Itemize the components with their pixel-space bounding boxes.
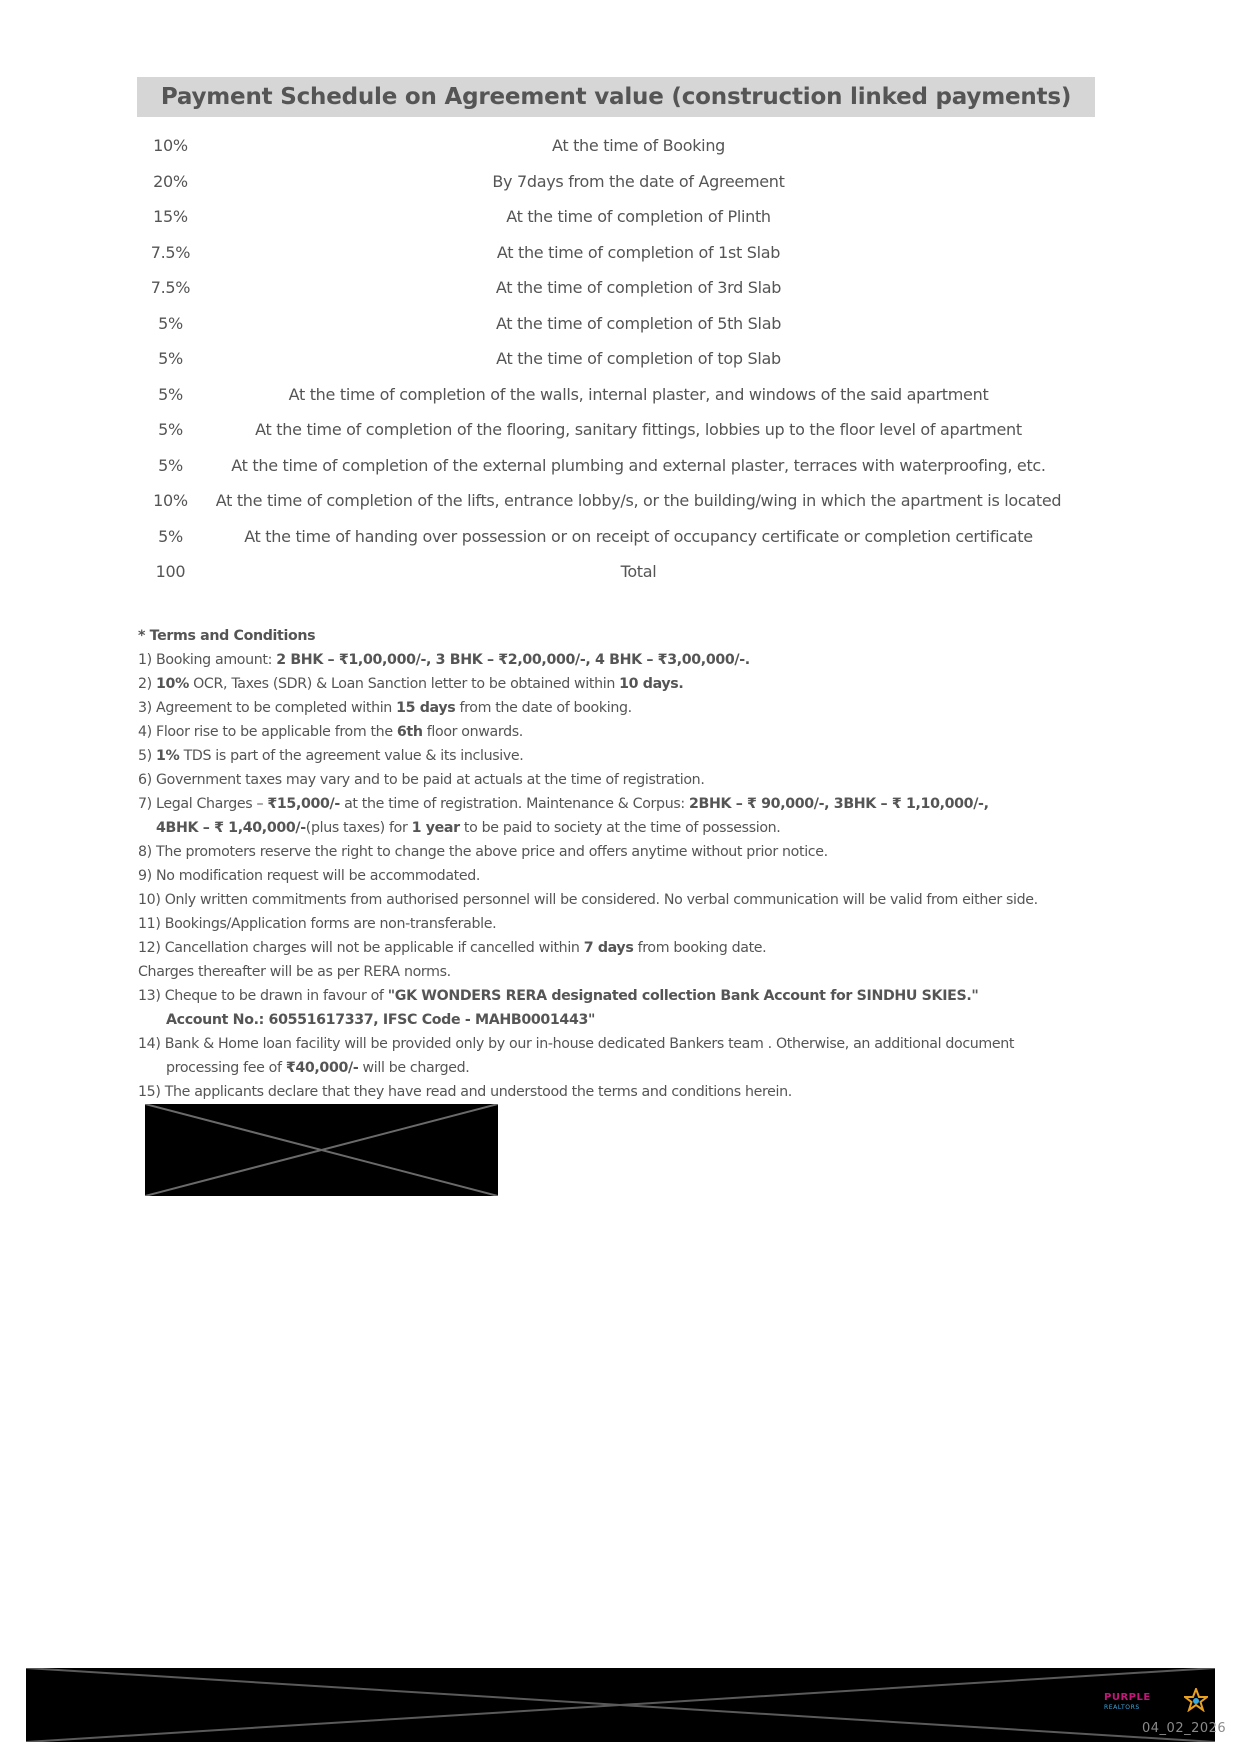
term-5-num: 5) — [138, 748, 157, 764]
cross-placeholder-icon — [145, 1104, 498, 1196]
schedule-percent: 15% — [153, 207, 188, 227]
schedule-description: At the time of completion of the walls, internal plaster, and windows of the said apartment — [288, 384, 989, 404]
term-7-text-end: to be paid to society at the time of possession. — [459, 820, 781, 836]
schedule-row — [137, 412, 1095, 448]
term-5-percent: 1% — [156, 748, 180, 764]
term-9: 9) No modification request will be accommodated. — [138, 868, 481, 884]
star-icon — [1184, 1688, 1208, 1712]
term-14: 14) Bank & Home loan facility will be provided only by our in-house dedicated Bankers team . Otherwise, an additional document — [138, 1036, 1015, 1052]
term-12-text: 12) Cancellation charges will not be applicable if cancelled within — [138, 940, 584, 956]
term-14-fee: ₹40,000/- — [285, 1060, 359, 1076]
logo-wordmark: PURPLE — [1104, 1692, 1151, 1703]
term-2-num: 2) — [138, 676, 157, 692]
term-2 — [138, 672, 1128, 696]
schedule-percent: 5% — [158, 420, 183, 440]
term-13-payee: "GK WONDERS RERA designated collection Bank Account for SINDHU SKIES." — [387, 988, 979, 1004]
term-7-taxes: (plus taxes) for — [305, 820, 412, 836]
term-2-days: 10 days. — [619, 676, 684, 692]
schedule-description: At the time of completion of 5th Slab — [495, 313, 782, 333]
term-4-floor: 6th — [396, 724, 423, 740]
term-1-amounts: 2 BHK – ₹1,00,000/-, 3 BHK – ₹2,00,000/-, 4 BHK – ₹3,00,000/-. — [276, 652, 750, 668]
term-12-text-end: from booking date. — [633, 940, 767, 956]
term-7 — [138, 792, 1128, 816]
term-4 — [138, 720, 1128, 744]
schedule-percent: 5% — [158, 526, 183, 546]
term-4-text: 4) Floor rise to be applicable from the — [138, 724, 397, 740]
term-2-percent: 10% — [156, 676, 189, 692]
footer-banner-placeholder — [26, 1668, 1215, 1742]
logo-subtitle: REALTORS — [1104, 1704, 1140, 1711]
schedule-description: Total — [620, 562, 657, 582]
term-7-text-mid: at the time of registration. Maintenance & Corpus: — [339, 796, 689, 812]
schedule-row — [137, 341, 1095, 377]
term-13-account — [138, 1008, 1128, 1032]
schedule-percent: 7.5% — [150, 278, 191, 298]
term-1-text: 1) Booking amount: — [138, 652, 277, 668]
schedule-description: At the time of Booking — [551, 136, 726, 156]
schedule-percent: 5% — [158, 384, 183, 404]
schedule-percent: 10% — [153, 136, 188, 156]
schedule-row — [137, 554, 1095, 590]
term-12-continued: Charges thereafter will be as per RERA norms. — [138, 964, 451, 980]
term-4-text-end: floor onwards. — [422, 724, 523, 740]
schedule-row — [137, 270, 1095, 306]
term-14-text: processing fee of — [166, 1060, 286, 1076]
schedule-percent: 100 — [155, 562, 186, 582]
schedule-description: At the time of completion of 3rd Slab — [495, 278, 782, 298]
term-7-text: 7) Legal Charges – — [138, 796, 268, 812]
schedule-row — [137, 483, 1095, 519]
footer-cross-placeholder-icon — [26, 1668, 1215, 1742]
schedule-description: By 7days from the date of Agreement — [492, 171, 785, 191]
terms-and-conditions — [138, 624, 1128, 1104]
redacted-image-placeholder — [145, 1104, 498, 1196]
schedule-description: At the time of completion of top Slab — [496, 349, 781, 369]
term-12-days: 7 days — [583, 940, 634, 956]
term-3 — [138, 696, 1128, 720]
term-3-days: 15 days — [396, 700, 456, 716]
term-7-continued — [138, 816, 1128, 840]
term-14-continued — [138, 1056, 1128, 1080]
schedule-row — [137, 306, 1095, 342]
schedule-description: At the time of completion of the lifts, entrance lobby/s, or the building/wing in which the apartment is located — [215, 491, 1062, 511]
schedule-row — [137, 164, 1095, 200]
term-13-account-details: Account No.: 60551617337, IFSC Code - MAHB0001443" — [166, 1012, 596, 1028]
schedule-row — [137, 519, 1095, 555]
term-3-text: 3) Agreement to be completed within — [138, 700, 397, 716]
schedule-percent: 10% — [153, 491, 188, 511]
term-7-legal: ₹15,000/- — [267, 796, 340, 812]
page-title: Payment Schedule on Agreement value (construction linked payments) — [137, 77, 1095, 117]
term-2-text: OCR, Taxes (SDR) & Loan Sanction letter to be obtained within — [188, 676, 620, 692]
term-8: 8) The promoters reserve the right to change the above price and offers anytime without prior notice. — [138, 844, 828, 860]
schedule-percent: 20% — [153, 171, 188, 191]
terms-heading: * Terms and Conditions — [138, 628, 316, 644]
schedule-row — [137, 235, 1095, 271]
schedule-percent: 5% — [158, 313, 183, 333]
schedule-description: At the time of completion of the external plumbing and external plaster, terraces with waterproofing, etc. — [231, 455, 1046, 475]
schedule-percent: 5% — [158, 349, 183, 369]
term-12 — [138, 936, 1128, 960]
term-15: 15) The applicants declare that they have read and understood the terms and conditions herein. — [138, 1084, 792, 1100]
term-6: 6) Government taxes may vary and to be paid at actuals at the time of registration. — [138, 772, 705, 788]
term-13-text: 13) Cheque to be drawn in favour of — [138, 988, 388, 1004]
term-13 — [138, 984, 1128, 1008]
term-10: 10) Only written commitments from authorised personnel will be considered. No verbal communication will be valid from either side. — [138, 892, 1038, 908]
schedule-description: At the time of completion of Plinth — [506, 207, 771, 227]
schedule-description: At the time of handing over possession or on receipt of occupancy certificate or completion certificate — [244, 526, 1033, 546]
term-3-text-end: from the date of booking. — [455, 700, 632, 716]
payment-schedule-table — [137, 128, 1095, 590]
term-14-text-end: will be charged. — [358, 1060, 470, 1076]
schedule-description: At the time of completion of 1st Slab — [496, 242, 781, 262]
schedule-description: At the time of completion of the flooring, sanitary fittings, lobbies up to the floor level of apartment — [255, 420, 1022, 440]
schedule-percent: 5% — [158, 455, 183, 475]
term-11: 11) Bookings/Application forms are non-transferable. — [138, 916, 497, 932]
term-1 — [138, 648, 1128, 672]
term-7-4bhk: 4BHK – ₹ 1,40,000/- — [156, 820, 306, 836]
term-7-year: 1 year — [411, 820, 460, 836]
schedule-row — [137, 128, 1095, 164]
term-7-corpus: 2BHK – ₹ 90,000/-, 3BHK – ₹ 1,10,000/-, — [688, 796, 989, 812]
document-date: 04_02_2026 — [1142, 1721, 1227, 1736]
schedule-row — [137, 448, 1095, 484]
schedule-row — [137, 199, 1095, 235]
schedule-percent: 7.5% — [150, 242, 191, 262]
schedule-row — [137, 377, 1095, 413]
term-5-text: TDS is part of the agreement value & its inclusive. — [179, 748, 524, 764]
term-5 — [138, 744, 1128, 768]
